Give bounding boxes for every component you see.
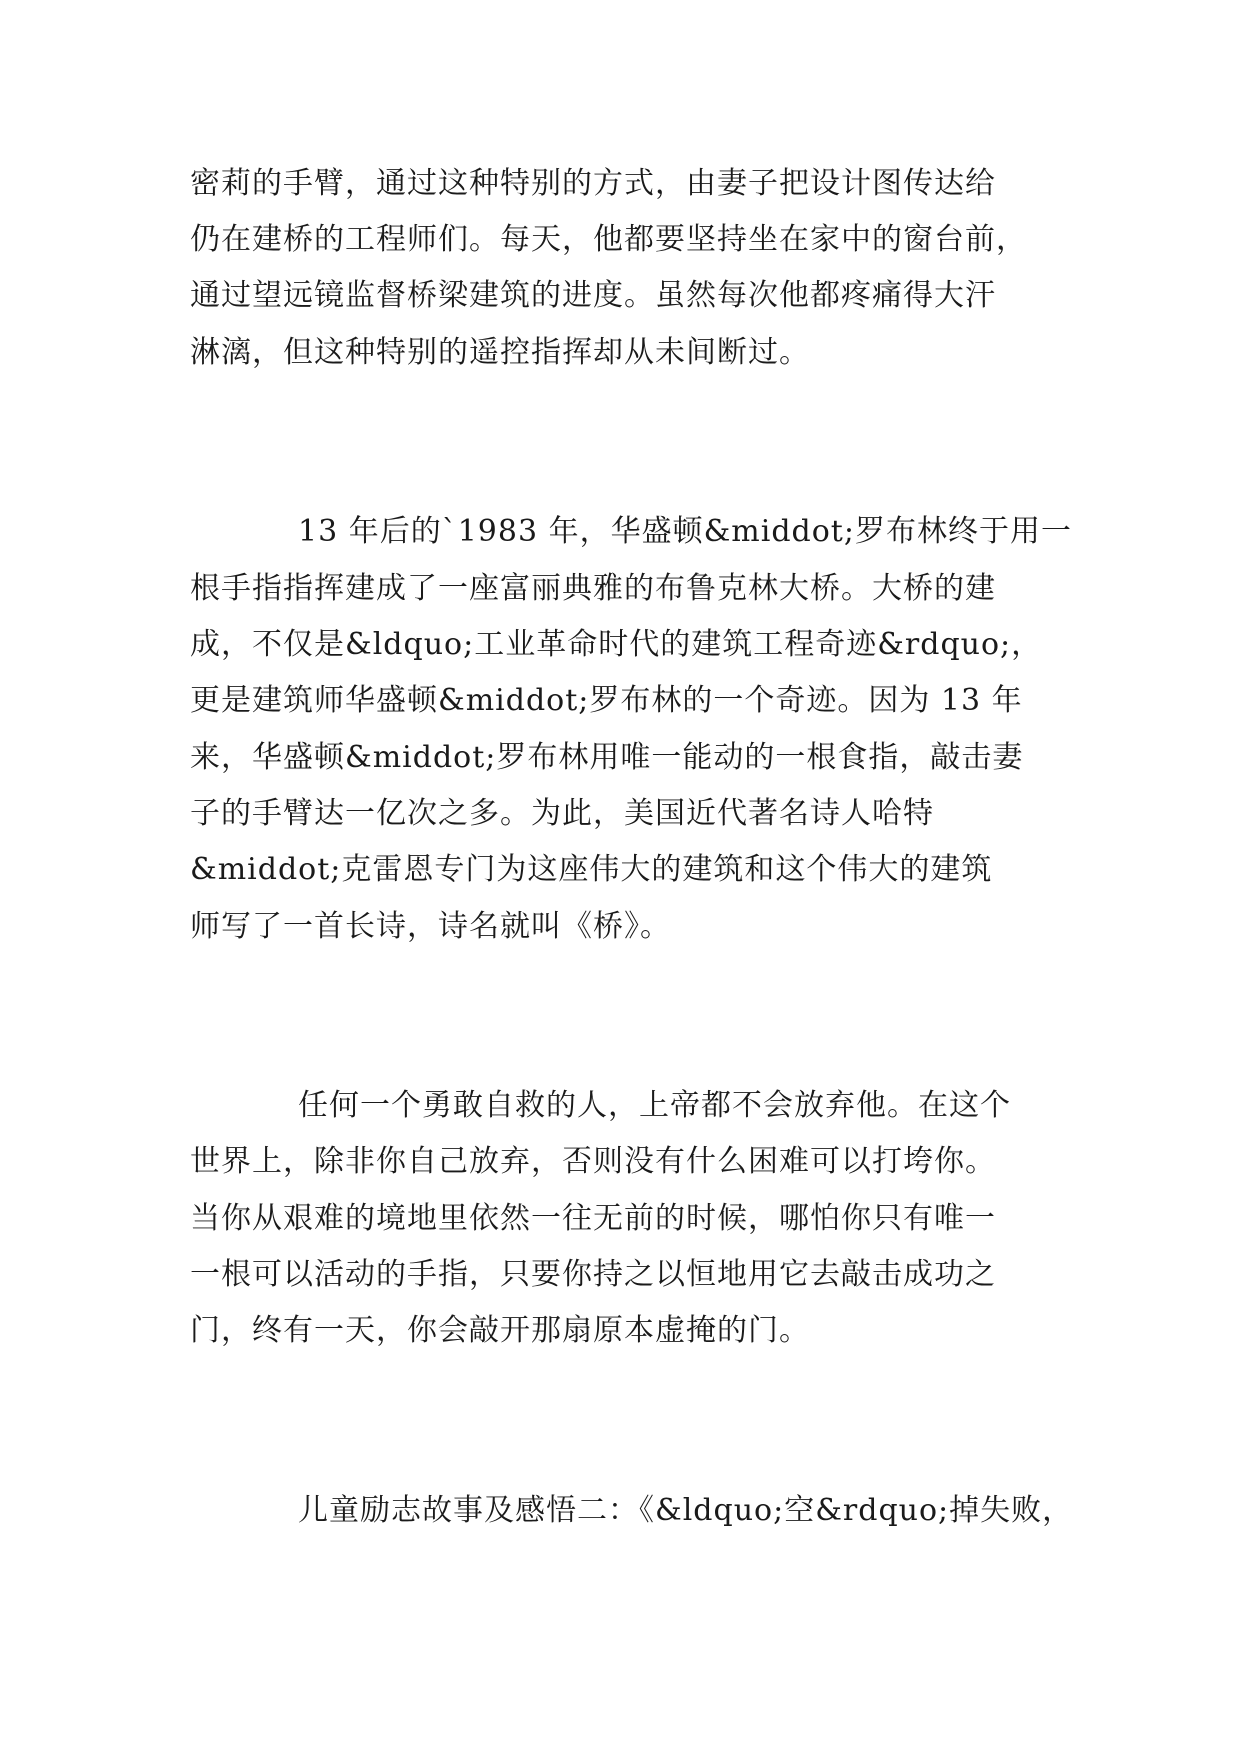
text-line: &middot;克雷恩专门为这座伟大的建筑和这个伟大的建筑 bbox=[190, 852, 993, 887]
section-heading: 儿童励志故事及感悟二：《&ldquo;空&rdquo;掉失败， bbox=[298, 1493, 1074, 1528]
text-line: 一根可以活动的手指，只要你持之以恒地用它去敲击成功之 bbox=[190, 1257, 996, 1292]
text-line: 淋漓，但这种特别的遥控指挥却从未间断过。 bbox=[190, 335, 810, 370]
text-line: 任何一个勇敢自救的人，上帝都不会放弃他。在这个 bbox=[298, 1088, 1011, 1123]
text-line: 13 年后的`1983 年，华盛顿&middot;罗布林终于用一 bbox=[298, 514, 1072, 549]
text-line: 门，终有一天，你会敲开那扇原本虚掩的门。 bbox=[190, 1313, 810, 1348]
text-line: 子的手臂达一亿次之多。为此，美国近代著名诗人哈特 bbox=[190, 796, 934, 831]
text-line: 根手指指挥建成了一座富丽典雅的布鲁克林大桥。大桥的建 bbox=[190, 571, 996, 606]
text-line: 更是建筑师华盛顿&middot;罗布林的一个奇迹。因为 13 年 bbox=[190, 683, 1023, 718]
text-line: 师写了一首长诗，诗名就叫《桥》。 bbox=[190, 909, 671, 944]
text-line: 成，不仅是&ldquo;工业革命时代的建筑工程奇迹&rdquo;， bbox=[190, 627, 1043, 662]
text-line: 密莉的手臂，通过这种特别的方式，由妻子把设计图传达给 bbox=[190, 166, 996, 201]
text-line: 当你从艰难的境地里依然一往无前的时候，哪怕你只有唯一 bbox=[190, 1201, 996, 1236]
text-line: 来，华盛顿&middot;罗布林用唯一能动的一根食指，敲击妻 bbox=[190, 740, 1024, 775]
text-line: 仍在建桥的工程师们。每天，他都要坚持坐在家中的窗台前， bbox=[190, 222, 1027, 257]
text-line: 世界上，除非你自己放弃，否则没有什么困难可以打垮你。 bbox=[190, 1144, 996, 1179]
text-line: 通过望远镜监督桥梁建筑的进度。虽然每次他都疼痛得大汗 bbox=[190, 278, 996, 313]
